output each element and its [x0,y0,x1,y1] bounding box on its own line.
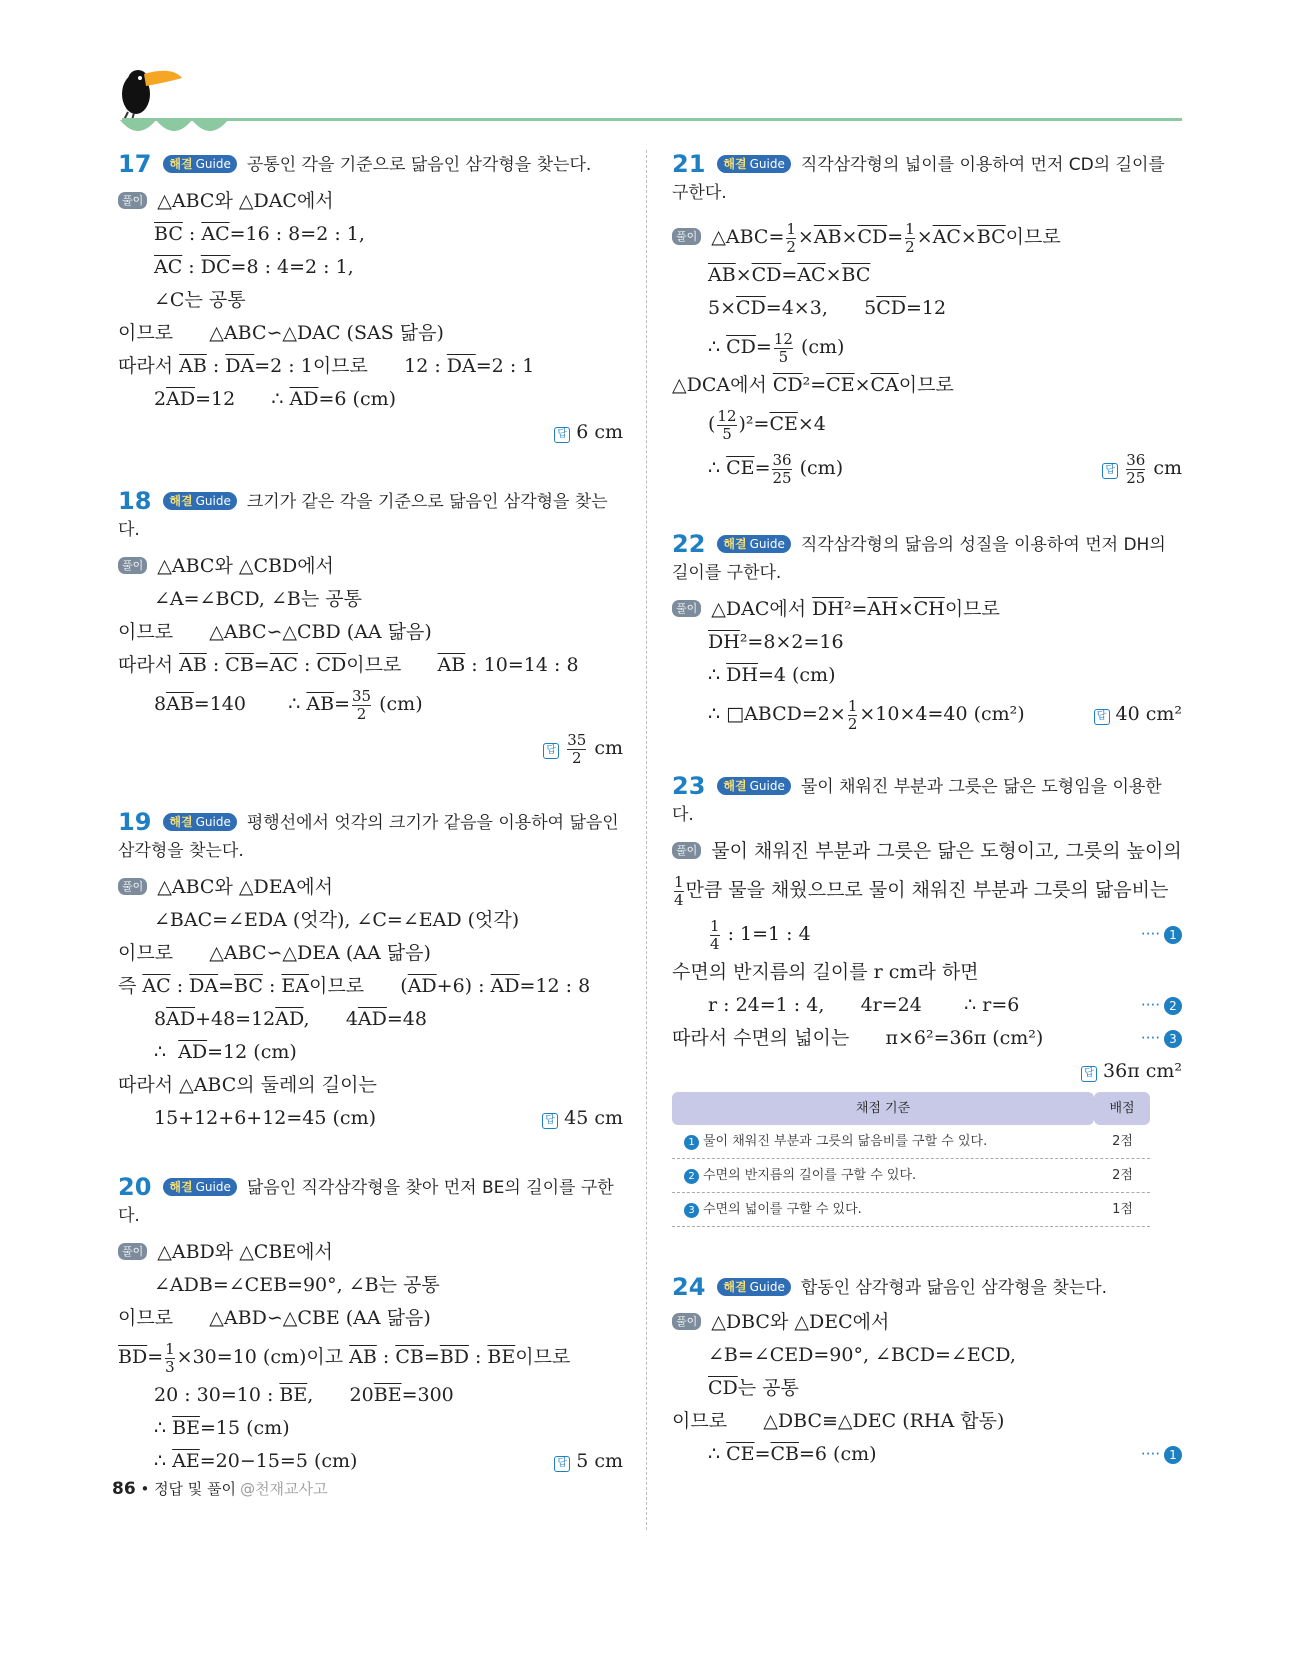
fraction: $\frac{12}{5}$ [717,406,737,443]
solution-badge: 풀이 [118,1243,147,1260]
answer: 답 45 cm [542,1102,623,1135]
solution-badge: 풀이 [118,878,147,895]
answer-icon: 답 [542,1113,558,1129]
solution-line: 이므로 △ABC∽△DAC (SAS 닮음) [118,322,444,344]
problem-number: 18 [118,487,152,515]
solution-line: 즉 $\overline{AC}$ : $\overline{DA}=\overline{BC}$ : $\overline{EA}$이므로 $(\overline{AD}+6)$ : $\overline{AD}=12$ : 8 [118,975,591,997]
solution-line: $\overline{CD}$는 공통 [708,1377,799,1399]
solution-badge: 풀이 [672,600,701,617]
guide-badge: 해결 Guide [163,1178,236,1196]
solution-line: 수면의 반지름의 길이를 r cm라 하면 [672,961,979,983]
step-marker: ···· 3 [1141,1022,1182,1055]
answer-icon: 답 [554,427,570,443]
solution-line: ∴ $\overline{CE}=\overline{CB}=6$ (cm) ···· 1 [672,1438,1182,1471]
problem-number: 20 [118,1173,152,1201]
solution-line: 풀이 △ABC= $\frac{1}{2}$ $\times\overline{AB}\times\overline{CD}=$ $\frac{1}{2}$ $\times\overline{AC}\times\overline{BC}$이므로 [672,215,1182,259]
solution-line: $\overline{BC}$ : $\overline{AC}=16$ : 8=2 : 1, [154,223,365,245]
fraction: $\frac{35}{2}$ [351,686,372,723]
solution-line: ∴ $\overline{DH}=4$ (cm) [708,664,836,686]
grading-header-criteria: 채점 기준 [672,1092,1094,1125]
header-rule [122,118,1182,121]
page-footer: 86 • 정답 및 풀이 @천재교사고 [112,1479,328,1499]
solution-line: ∠A=∠BCD, ∠B는 공통 [154,588,362,610]
answer: 답 $\frac{35}{2}$ cm [118,726,623,770]
solution-line: 풀이 △ABC와 △DEA에서 [118,871,623,904]
problem-heading [672,150,1182,207]
guide-badge: 해결 Guide [717,1278,790,1296]
solution-line: 따라서 △ABC의 둘레의 길이는 [118,1074,377,1096]
problem-heading [672,1273,1182,1302]
solution-line: $8\overline{AD}+48=12\overline{AD}$, $4\overline{AD}=48$ [154,1008,427,1030]
step-marker: ···· 2 [1141,989,1182,1022]
page-header [112,60,1182,140]
guide-badge: 해결 Guide [163,813,236,831]
fraction: $\frac{1}{4}$ [710,916,720,953]
solution-line: ∠ADB=∠CEB=90°, ∠B는 공통 [154,1274,440,1296]
solution-line: △DCA에서 $\overline{CD}^2=\overline{CE}\times\overline{CA}$이므로 [672,374,954,396]
answer-icon: 답 [1102,463,1118,479]
fraction: $\frac{35}{2}$ [567,730,587,767]
table-row: 2 수면의 반지름의 길이를 구할 수 있다. 2점 [672,1159,1150,1193]
answer: 답 5 cm [554,1445,623,1478]
fraction: $\frac{36}{25}$ [772,450,792,487]
solution-line: 따라서 수면의 넓이는 π×6²=36π (cm²) ···· 3 [672,1022,1182,1055]
step-marker: ···· 1 [1141,912,1182,956]
solution-line: ∴ □ABCD=2× $\frac{1}{2}$ ×10×4=40 (cm²) 답 40 cm² [672,692,1182,736]
guide-badge: 해결 Guide [717,777,790,795]
fraction: $\frac{1}{2}$ [847,696,858,733]
problem-23 [672,772,1182,1227]
solution-line: $\overline{AB}\times\overline{CD}=\overline{AC}\times\overline{BC}$ [708,264,871,286]
left-column [118,150,623,1478]
guide-badge: 해결 Guide [717,155,790,173]
fraction: $\frac{1}{2}$ [905,219,915,256]
solution-line: 풀이 △ABC와 △DAC에서 [118,185,623,218]
solution-line: 풀이 △ABC와 △CBD에서 [118,550,623,583]
answer: 답 36π cm² [672,1055,1182,1088]
answer-icon: 답 [1081,1066,1097,1082]
solution-line: 따라서 $\overline{AB}$ : $\overline{DA}=2$ : 1이므로 12 : $\overline{DA}=2$ : 1 [118,355,535,377]
problem-heading [118,150,623,179]
problem-18 [118,487,623,770]
step-3-icon: 3 [684,1203,699,1218]
problem-heading [118,487,623,544]
fraction: $\frac{1}{2}$ [786,219,796,256]
solution-line: ∴ $\overline{BE}=15$ (cm) [154,1417,290,1439]
solution-badge: 풀이 [672,1313,701,1330]
solution-line: 풀이 △ABD와 △CBE에서 [118,1236,623,1269]
problem-17 [118,150,623,449]
answer: 답 6 cm [118,416,623,449]
solution-badge: 풀이 [672,842,701,859]
table-row: 3 수면의 넓이를 구할 수 있다. 1점 [672,1193,1150,1227]
step-1-icon: 1 [1164,1446,1182,1464]
problem-number: 17 [118,150,152,178]
solution-line: $\overline{DH}^2=8\times 2=16$ [708,631,844,653]
watermark: @천재교사고 [240,1480,328,1498]
solution-line: $\frac{1}{4}$ 만큼 물을 채웠으므로 물이 채워진 부분과 그릇의 닮음비는 [674,872,1169,909]
problem-21 [672,150,1182,490]
solution-badge: 풀이 [672,228,701,245]
problem-number: 21 [672,150,706,178]
guide-text: 닮음인 직각삼각형을 찾아 먼저 BE의 길이를 구한다. [118,1178,614,1226]
step-2-icon: 2 [1164,997,1182,1015]
solution-line: 이므로 △DBC≡△DEC (RHA 합동) [672,1410,1005,1432]
step-3-icon: 3 [1164,1030,1182,1048]
solution-badge: 풀이 [118,557,147,574]
solution-line: 풀이 △DBC와 △DEC에서 [672,1306,1182,1339]
guide-badge: 해결 Guide [163,155,236,173]
header-wave-decoration [120,120,240,134]
solution-line: ∴ $\overline{AD}=12$ (cm) [154,1041,297,1063]
solution-line: $\frac{1}{4}$ : 1=1 : 4 ···· 1 [672,912,1182,956]
grading-table [672,1092,1150,1227]
guide-badge: 해결 Guide [163,492,236,510]
solution-line: $2\overline{AD}=12$ ∴ $\overline{AD}=6$ (cm) [154,388,397,410]
problem-20 [118,1173,623,1478]
problem-heading [672,772,1182,829]
solution-line: ( $\frac{12}{5}$ )$^2=\overline{CE}\times 4$ [708,406,826,443]
step-1-icon: 1 [684,1135,699,1150]
solution-line: 따라서 $\overline{AB}$ : $\overline{CB}=\overline{AC}$ : $\overline{CD}$이므로 $\overline{AB}$ : 10=14 : 8 [118,654,579,676]
solution-line: 15+12+6+12=45 (cm) 답 45 cm [118,1102,623,1135]
toucan-icon [112,60,192,122]
solution-line: 풀이 △DAC에서 $\overline{DH}^2=\overline{AH}\times\overline{CH}$이므로 [672,593,1182,626]
solution-line: $8\overline{AB}=140$ ∴ $\overline{AB}=$ $\frac{35}{2}$ (cm) [154,686,423,723]
guide-text: 공통인 각을 기준으로 닮음인 삼각형을 찾는다. [246,155,592,175]
fraction: $\frac{12}{5}$ [773,329,793,366]
problem-heading [672,530,1182,587]
problem-19 [118,808,623,1135]
solution-line: 이므로 △ABC∽△DEA (AA 닮음) [118,942,431,964]
guide-text: 평행선에서 엇각의 크기가 같음을 이용하여 닮음인 삼각형을 찾는다. [118,813,619,861]
guide-text: 크기가 같은 각을 기준으로 닮음인 삼각형을 찾는다. [118,492,608,540]
solution-line: 이므로 △ABC∽△CBD (AA 닮음) [118,621,432,643]
column-divider [646,150,647,1530]
problem-22 [672,530,1182,736]
fraction: $\frac{36}{25}$ [1126,450,1146,487]
solution-line: ∠B=∠CED=90°, ∠BCD=∠ECD, [708,1344,1016,1366]
problem-heading [118,1173,623,1230]
problem-number: 23 [672,772,706,800]
solution-line: ∴ $\overline{AE}=20-15=5$ (cm) 답 5 cm [118,1445,623,1478]
solution-line: 풀이 물이 채워진 부분과 그릇은 닮은 도형이고, 그릇의 높이의 [672,835,1182,868]
solution-line: $5\times\overline{CD}=4\times 3$, $5\overline{CD}=12$ [708,297,947,319]
guide-text: 직각삼각형의 닮음의 성질을 이용하여 먼저 DH의 길이를 구한다. [672,535,1166,583]
guide-text: 물이 채워진 부분과 그릇은 닮은 도형임을 이용한다. [672,777,1162,825]
answer: 답 $\frac{36}{25}$ cm [1102,446,1182,490]
solution-line: $\overline{BD}=$ $\frac{1}{3}$ ×30=10 (cm)이고 $\overline{AB}$ : $\overline{CB}=\overline{BD}$ : $\overline{BE}$이므로 [118,1339,571,1376]
grading-header-points: 배점 [1094,1092,1150,1125]
footer-title: 정답 및 풀이 [154,1480,237,1498]
table-row: 1 물이 채워진 부분과 그릇의 닮음비를 구할 수 있다. 2점 [672,1125,1150,1159]
answer-icon: 답 [554,1456,570,1472]
guide-text: 직각삼각형의 넓이를 이용하여 먼저 CD의 길이를 구한다. [672,155,1165,203]
step-marker: ···· 1 [1141,1438,1182,1471]
solution-line: $\overline{AC}$ : $\overline{DC}=8$ : 4=2 : 1, [154,256,354,278]
fraction: $\frac{1}{3}$ [165,1339,175,1376]
fraction: $\frac{1}{4}$ [674,872,684,909]
answer-icon: 답 [1094,709,1110,725]
answer: 답 40 cm² [1094,692,1183,736]
problem-24 [672,1273,1182,1471]
solution-line: ∠BAC=∠EDA (엇각), ∠C=∠EAD (엇각) [154,909,520,931]
problem-number: 24 [672,1273,706,1301]
guide-badge: 해결 Guide [717,535,790,553]
right-column [672,150,1182,1471]
solution-line: 20 : 30=10 : $\overline{BE}$, $20\overline{BE}=300$ [154,1384,454,1406]
step-1-icon: 1 [1164,926,1182,944]
page-number: 86 [112,1479,136,1499]
solution-badge: 풀이 [118,192,147,209]
solution-line: 이므로 △ABD∽△CBE (AA 닮음) [118,1307,431,1329]
solution-line: ∴ $\overline{CD}=$ $\frac{12}{5}$ (cm) [708,329,845,366]
problem-heading [118,808,623,865]
answer-icon: 답 [543,743,559,759]
guide-text: 합동인 삼각형과 닮음인 삼각형을 찾는다. [800,1278,1108,1298]
solution-line: ∴ $\overline{CE}=$ $\frac{36}{25}$ (cm) 답 $\frac{36}{25}$ cm [672,446,1182,490]
problem-number: 22 [672,530,706,558]
solution-line: r : 24=1 : 4, 4r=24 ∴ r=6 ···· 2 [672,989,1182,1022]
problem-number: 19 [118,808,152,836]
solution-line: ∠C는 공통 [154,289,246,311]
step-2-icon: 2 [684,1169,699,1184]
